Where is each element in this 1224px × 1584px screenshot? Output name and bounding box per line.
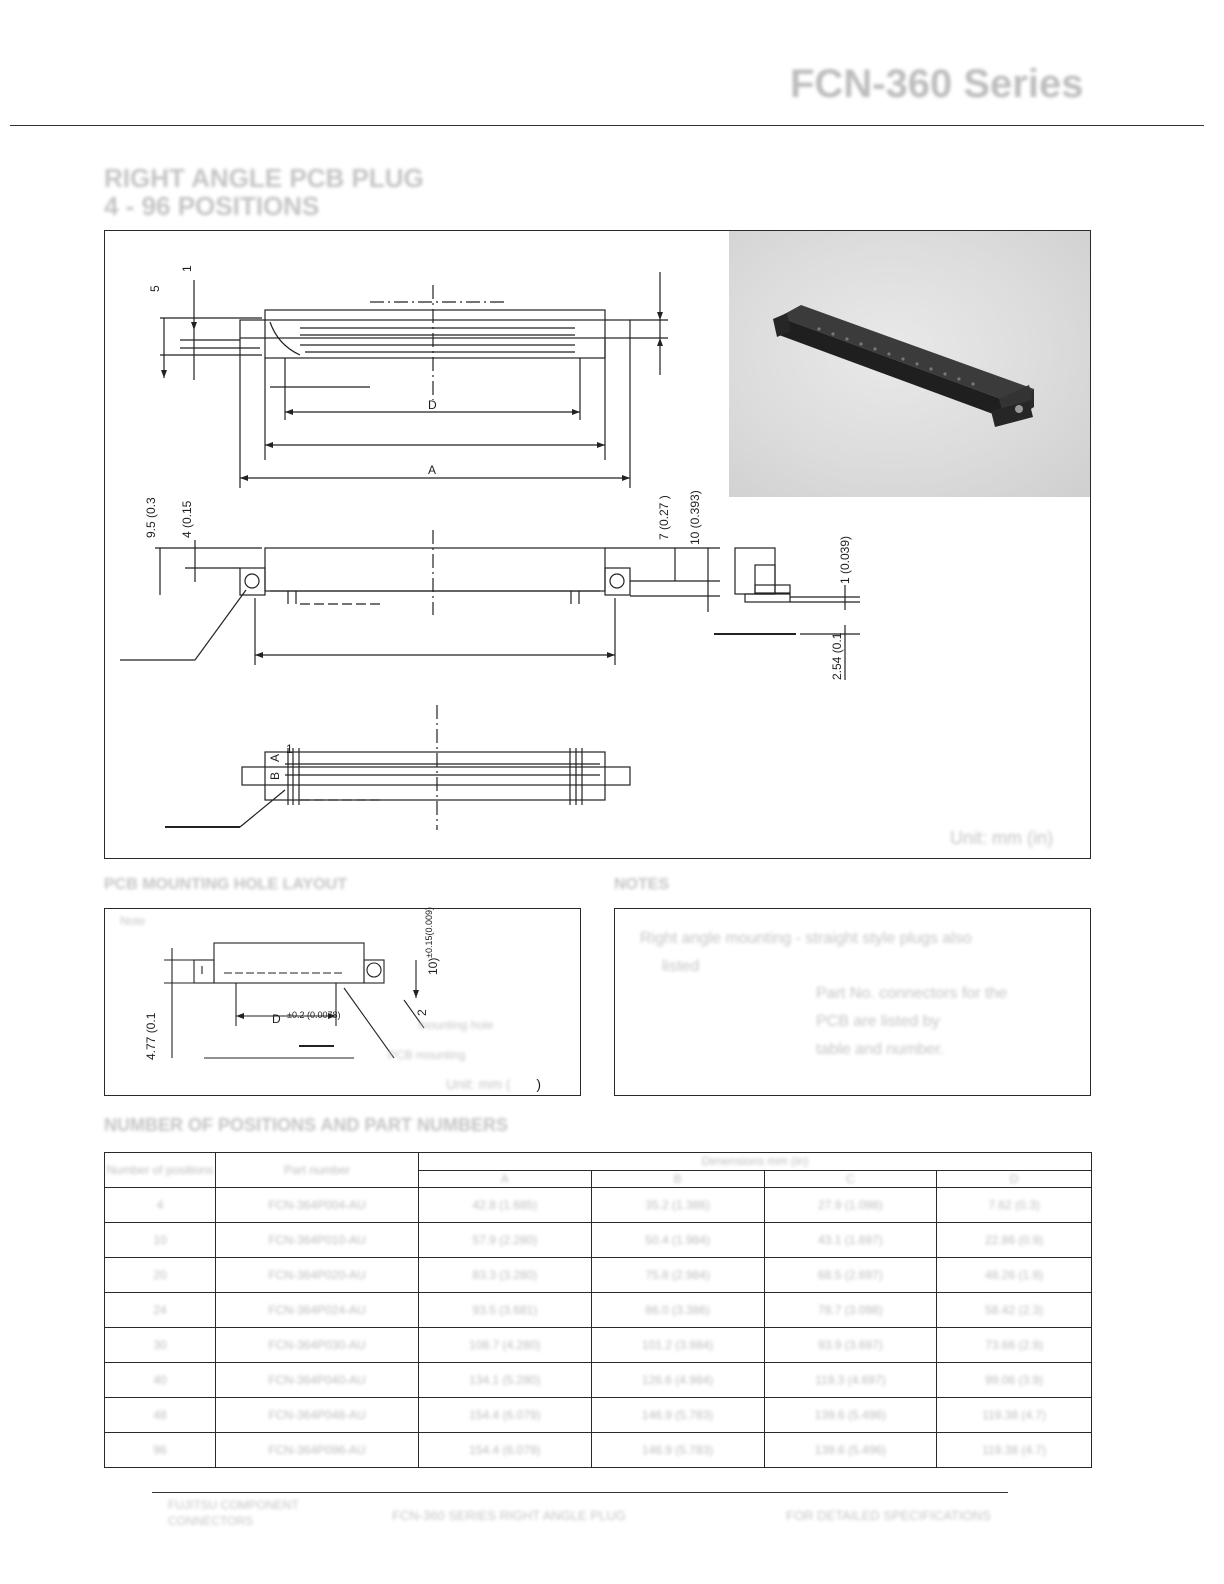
pcb-layout-drawing (104, 908, 581, 1096)
dim-9-5: 9.5 (0.3 (144, 497, 158, 538)
notes-line-1: Right angle mounting - straight style plugs also (640, 930, 972, 947)
pcb-callout-3: PCB mounting (388, 1048, 466, 1062)
dim-7: 7 (0.27 ) (657, 495, 671, 540)
series-title: FCN-360 Series (790, 62, 1084, 106)
product-title: RIGHT ANGLE PCB PLUG (104, 163, 424, 193)
footer-left-2: CONNECTORS (168, 1514, 254, 1528)
table-row: 10 FCN-364P010-AU 57.9 (2.280) 50.4 (1.984) 43.1 (1.697) 22.86 (0.9) (105, 1223, 1092, 1258)
pin-1-label: 1 (286, 742, 293, 756)
pcb-callout-2: mounting hole (418, 1018, 494, 1032)
table-row: 48 FCN-364P048-AU 154.4 (6.079) 146.9 (5.783) 139.6 (5.496) 119.38 (4.7) (105, 1398, 1092, 1433)
col-part-number: Part number (216, 1153, 419, 1188)
pcb-unit-suffix: ) (536, 1076, 542, 1092)
table-header-row (105, 1153, 1092, 1171)
col-a: A (419, 1170, 592, 1188)
pcb-unit-prefix: Unit: mm ( (446, 1076, 511, 1092)
col-positions: Number of positions (105, 1153, 216, 1188)
pcb-layout-heading: PCB MOUNTING HOLE LAYOUT (104, 876, 347, 893)
top-view-body (265, 310, 605, 358)
pcb-dim-d: D (272, 1012, 281, 1026)
dim-10-tol: 10) (426, 957, 440, 975)
parts-table (104, 1152, 1092, 1468)
dim-tol-sup: ±0.15(0.009) (424, 907, 434, 958)
notes-line-4: PCB are listed by (816, 1013, 940, 1030)
pcb-callout-1: Note (120, 914, 146, 928)
unit-note: Unit: mm (in) (950, 828, 1053, 848)
notes-line-3: Part No. connectors for the (816, 985, 1008, 1002)
table-heading: NUMBER OF POSITIONS AND PART NUMBERS (104, 1115, 509, 1135)
dim-d-label: D (428, 398, 437, 412)
footer-right: FOR DETAILED SPECIFICATIONS (786, 1508, 991, 1523)
table-row: 96 FCN-364P096-AU 154.4 (6.079) 146.9 (5.783) 139.6 (5.496) 119.38 (4.7) (105, 1433, 1092, 1468)
table-row: 40 FCN-364P040-AU 134.1 (5.280) 126.6 (4.984) 119.3 (4.697) 99.06 (3.9) (105, 1363, 1092, 1398)
dim-top-1: 1 (180, 265, 194, 272)
table-body (105, 1188, 1092, 1468)
footer-rule (152, 1492, 1008, 1493)
col-b: B (591, 1170, 764, 1188)
table-row: 4 FCN-364P004-AU 42.8 (1.685) 35.2 (1.386) 27.9 (1.098) 7.62 (0.3) (105, 1188, 1092, 1223)
table-row: 30 FCN-364P030-AU 108.7 (4.280) 101.2 (3.984) 93.9 (3.697) 73.66 (2.9) (105, 1328, 1092, 1363)
row-a-label: A (268, 753, 282, 762)
col-d: D (937, 1170, 1092, 1188)
notes-line-5: table and number. (816, 1041, 945, 1058)
table-row: 20 FCN-364P020-AU 83.3 (3.280) 75.8 (2.984) 68.5 (2.697) 48.26 (1.9) (105, 1258, 1092, 1293)
dim-4: 4 (0.15 (180, 500, 194, 538)
notes-line-2: listed (662, 958, 700, 975)
dim-1-039: 1 (0.039) (838, 535, 852, 584)
dim-10: 10 (0.393) (688, 490, 702, 545)
footer-left-1: FUJITSU COMPONENT (168, 1498, 299, 1512)
dim-top-5: 5 (148, 285, 162, 292)
dim-a-label: A (428, 463, 437, 477)
pcb-dim-2: 2 (415, 1009, 429, 1016)
notes-heading: NOTES (614, 876, 670, 893)
footer-center: FCN-360 SERIES RIGHT ANGLE PLUG (392, 1508, 626, 1523)
dim-4-77: 4.77 (0.1 (144, 1012, 158, 1060)
pcb-dim-d-tol: ±0.2 (0.0078) (287, 1010, 341, 1020)
product-subtitle: 4 - 96 POSITIONS (104, 191, 320, 221)
dim-2-54: 2.54 (0.1 (830, 632, 844, 680)
row-b-label: B (268, 771, 282, 780)
col-c: C (764, 1170, 937, 1188)
col-dimensions: Dimensions mm (in) (419, 1153, 1092, 1171)
table-row: 24 FCN-364P024-AU 93.5 (3.681) 86.0 (3.386) 78.7 (3.098) 58.42 (2.3) (105, 1293, 1092, 1328)
pcb-unit-note (446, 1076, 541, 1092)
